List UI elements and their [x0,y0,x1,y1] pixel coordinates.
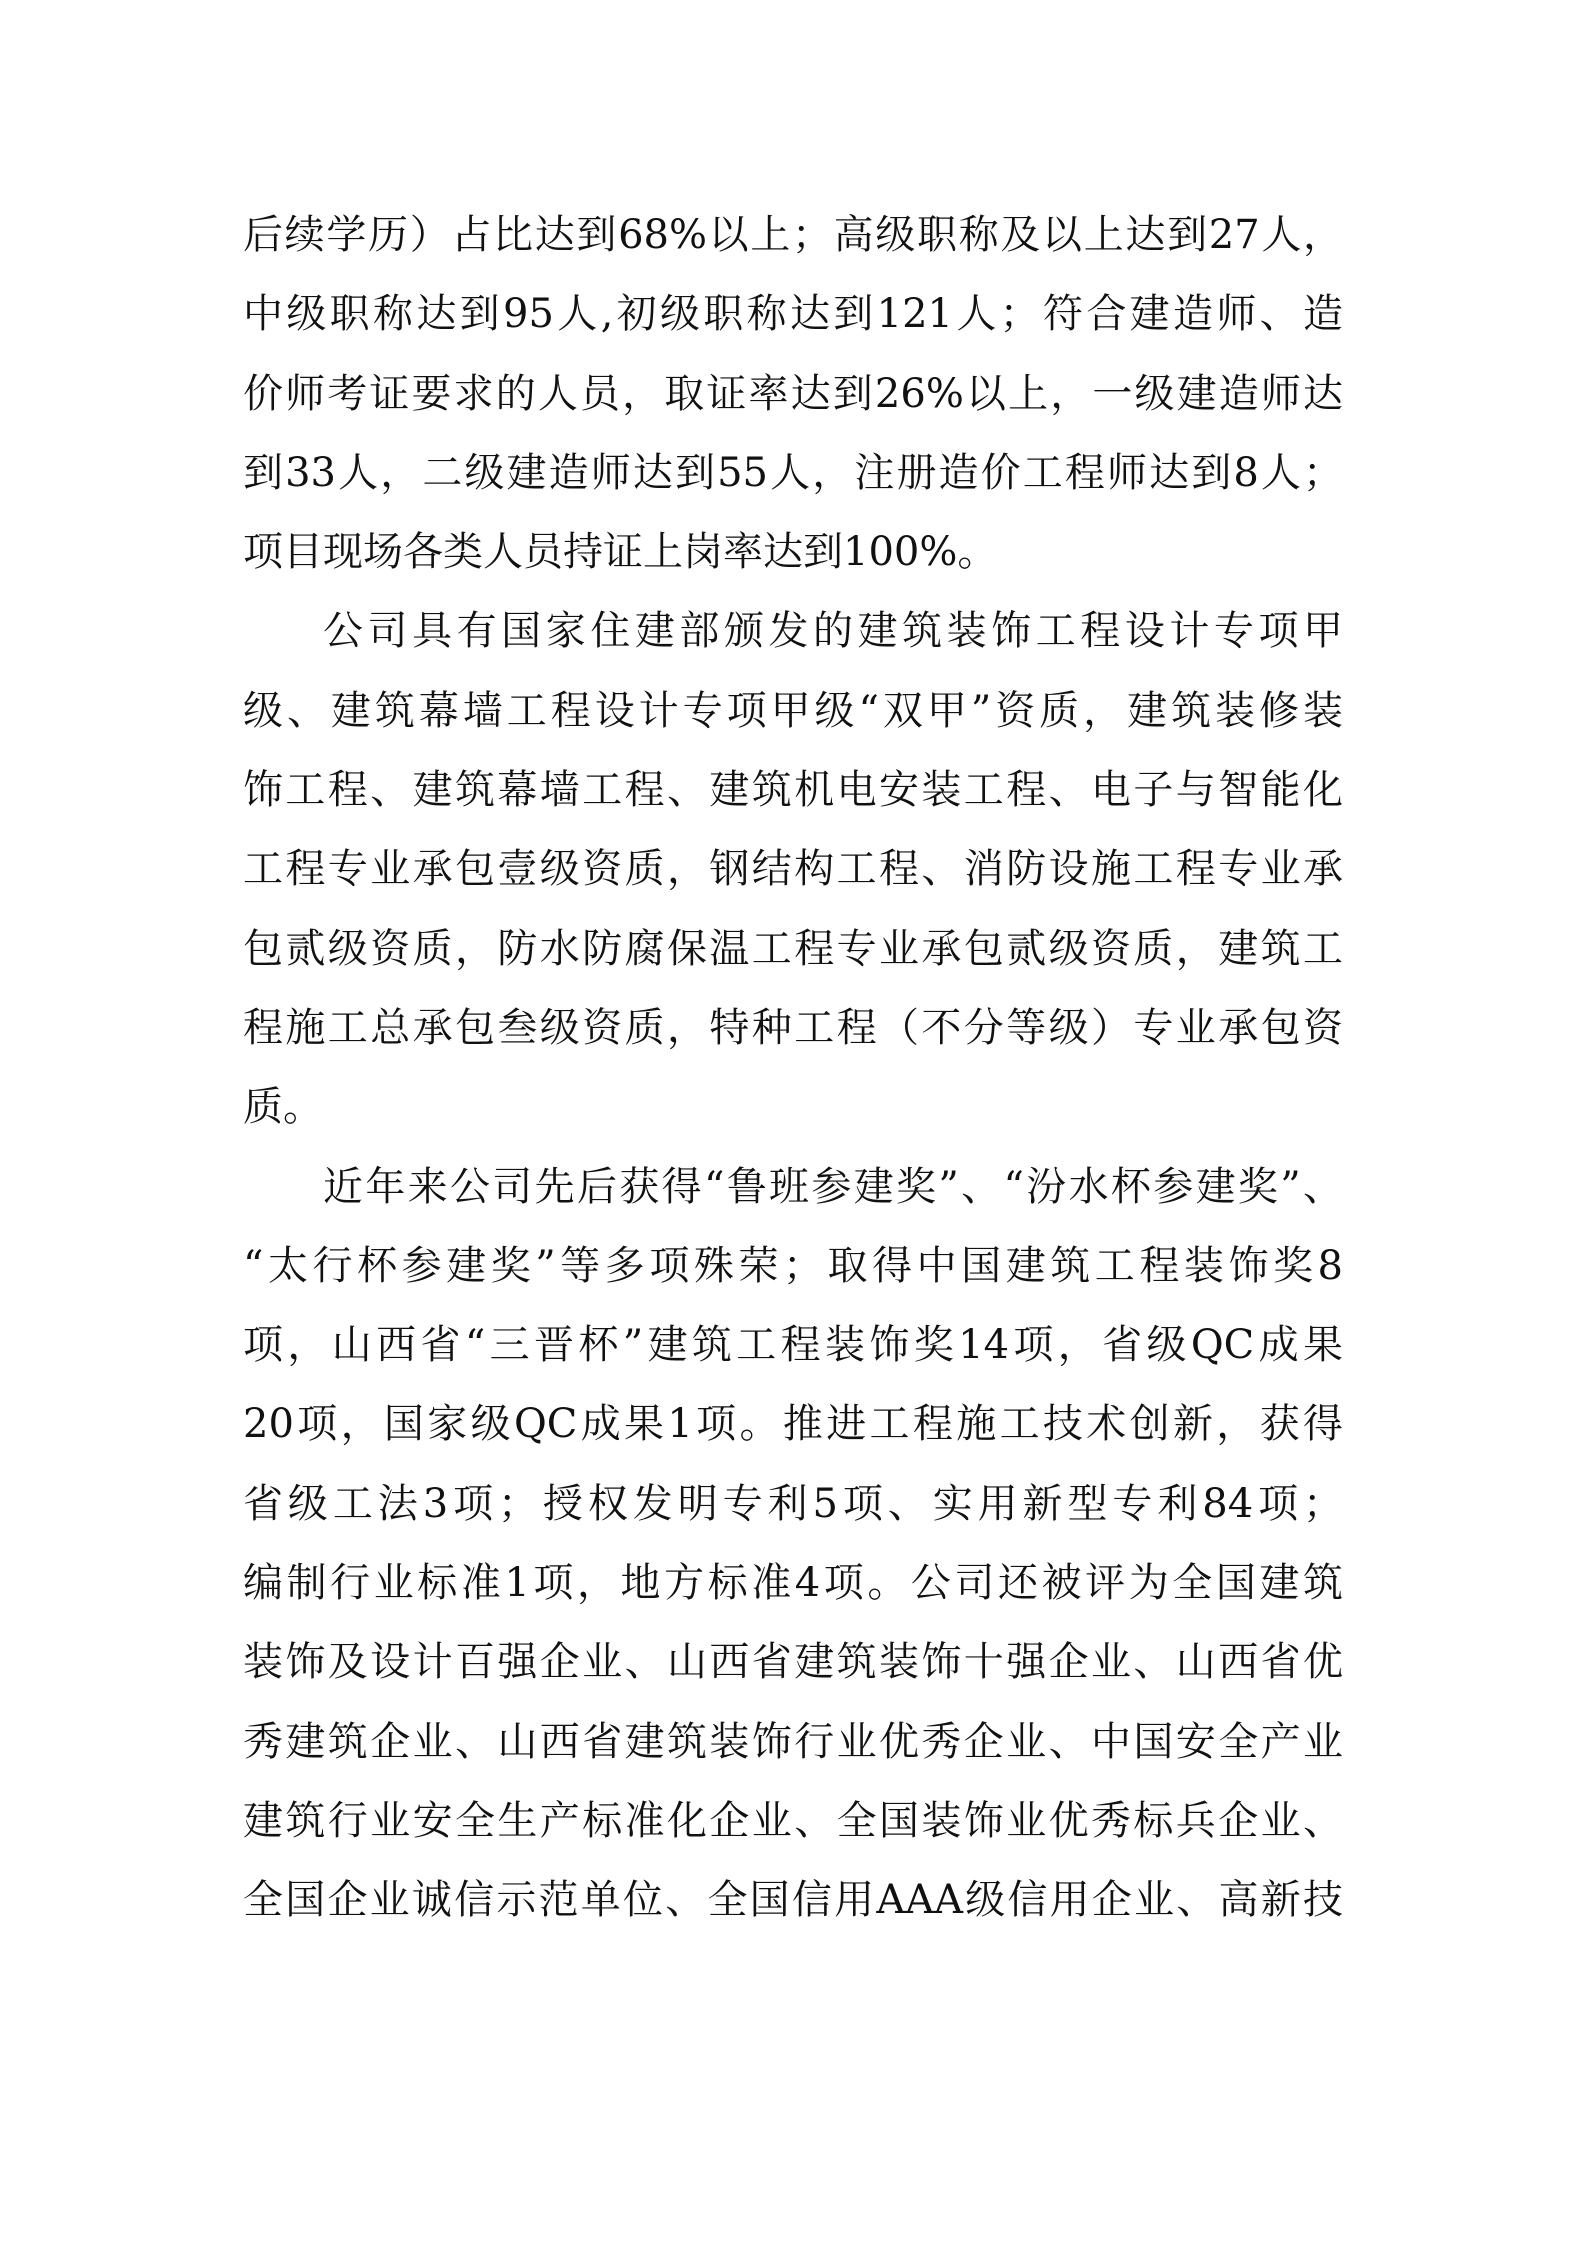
text-line: 建筑行业安全生产标准化企业、全国装饰业优秀标兵企业、 [243,1797,1343,1844]
text-line: 程施工总承包叁级资质，特种工程（不分等级）专业承包资 [243,1004,1343,1051]
text-line: 编制行业标准1项，地方标准4项。公司还被评为全国建筑 [243,1560,1343,1607]
text-line: 近年来公司先后获得“鲁班参建奖”、“汾水杯参建奖”、 [323,1163,1343,1210]
text-line: 中级职称达到95人,初级职称达到121人；符合建造师、造 [243,291,1343,338]
paragraph-company-certifications [243,592,1343,1147]
text-line: 公司具有国家住建部颁发的建筑装饰工程设计专项甲 [323,608,1343,655]
text-line: 级、建筑幕墙工程设计专项甲级“双甲”资质，建筑装修装 [243,687,1343,734]
text-line: 到33人，二级建造师达到55人，注册造价工程师达到8人； [243,449,1343,496]
text-line: 项目现场各类人员持证上岗率达到100%。 [243,529,998,576]
paragraph-staff-qualifications [243,196,1343,592]
text-line: “太行杯参建奖”等多项殊荣；取得中国建筑工程装饰奖8 [243,1242,1343,1289]
text-line: 全国企业诚信示范单位、全国信用AAA级信用企业、高新技 [243,1877,1343,1924]
text-line: 饰工程、建筑幕墙工程、建筑机电安装工程、电子与智能化 [243,767,1343,814]
text-line: 工程专业承包壹级资质，钢结构工程、消防设施工程专业承 [243,846,1343,893]
text-line: 项，山西省“三晋杯”建筑工程装饰奖14项，省级QC成果 [243,1322,1343,1369]
document-page [243,196,1343,1941]
paragraph-awards-honors [243,1148,1343,1941]
text-line: 后续学历）占比达到68%以上；高级职称及以上达到27人， [243,212,1343,258]
text-line: 装饰及设计百强企业、山西省建筑装饰十强企业、山西省优 [243,1639,1343,1686]
text-line: 秀建筑企业、山西省建筑装饰行业优秀企业、中国安全产业 [243,1718,1343,1765]
text-line: 省级工法3项；授权发明专利5项、实用新型专利84项； [243,1480,1343,1527]
text-line: 质。 [243,1084,323,1131]
text-line: 包贰级资质，防水防腐保温工程专业承包贰级资质，建筑工 [243,925,1343,972]
text-line: 20项，国家级QC成果1项。推进工程施工技术创新，获得 [243,1401,1343,1448]
text-line: 价师考证要求的人员，取证率达到26%以上，一级建造师达 [243,370,1343,417]
